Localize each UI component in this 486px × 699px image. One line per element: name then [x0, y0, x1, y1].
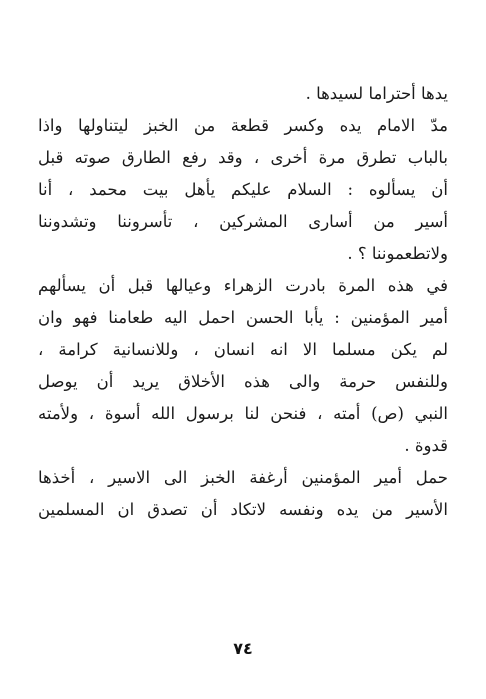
- text-line: أمير المؤمنين : يأبا الحسن احمل اليه طعامنا فهو وان: [38, 308, 448, 327]
- text-line: قدوة .: [404, 436, 448, 455]
- text-line: أن يسألوه : السلام عليكم يأهل بيت محمد ، أنا: [38, 180, 448, 199]
- text-line: لم يكن مسلما الا انه انسان ، وللانسانية كرامة ،: [38, 340, 448, 359]
- text-line: حمل أمير المؤمنين أرغفة الخبز الى الاسير ، أخذها: [38, 468, 448, 487]
- text-line: أسير من أسارى المشركين ، تأسروننا وتشدوننا: [38, 212, 448, 231]
- text-line: في هذه المرة بادرت الزهراء وعيالها قبل أن يسألهم: [38, 276, 448, 295]
- body-text: [38, 78, 448, 526]
- text-line: ولاتطعموننا ؟ .: [347, 244, 448, 263]
- page-number: ٧٤: [233, 639, 253, 658]
- text-line: الأسير من يده ونفسه لاتكاد أن تصدق ان المسلمين: [38, 500, 448, 519]
- text-line: مدّ الامام يده وكسر قطعة من الخبز ليتناولها واذا: [38, 116, 448, 135]
- text-line: يدها أحتراما لسيدها .: [305, 84, 448, 103]
- text-line: النبي (ص) أمته ، فنحن لنا برسول الله أسوة ، ولأمته: [38, 404, 448, 423]
- text-line: وللنفس حرمة والى هذه الأخلاق يريد أن يوصل: [38, 372, 448, 391]
- text-line: بالباب تطرق مرة أخرى ، وقد رفع الطارق صوته قبل: [38, 148, 448, 167]
